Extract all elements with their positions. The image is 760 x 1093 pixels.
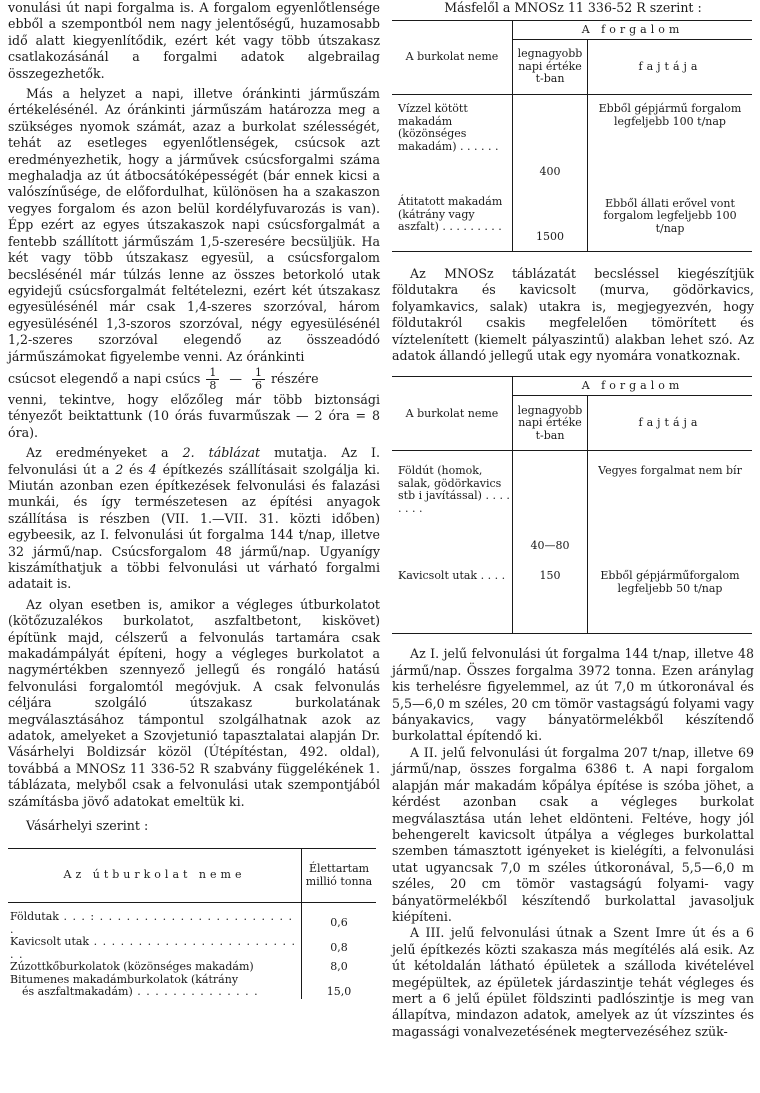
paragraph: Az I. jelű felvonulási út forgalma 144 t/nap, illetve 48 jármű/nap. Összes forgalma 3972 tonna. Ezen aránylag kis terhelésre figyelemmel, az út 7,0 m útkoronával és 5,5—6,0 m széles, 20 cm tömör vastagságú folyami vagy bányakavics, vagy bányatörmelékből készítendő burkolattal építendő ki. <box>392 646 754 744</box>
paragraph: A III. jelű felvonulási útnak a Szent Imre út és a 6 jelű építkezés közti szakasza más megítélés alá esik. Az út kétoldalán látható épületek a szálloda kivételével megépültek, az épületek járdaszintje tehát végleges és mert a 6 jelű épület földszinti padlószintje is meg van állapítva, mindazon adatok, amelyek az út vízszintes és magassági vonalvezetésének megtervezéséhez szük- <box>392 925 754 1039</box>
table-row: Vízzel kötött makadám (közönséges makadám) . . . . . . 400 Ebből gépjármű forgalom legfeljebb 100 t/nap <box>392 95 752 183</box>
table-caption: Másfelől a MNOSz 11 336-52 R szerint : <box>444 0 702 15</box>
column-header: fajtája <box>588 40 753 95</box>
paragraph: Más a helyzet a napi, illetve óránkinti járműszám értékelésénél. Az óránkinti járműszám határozza meg a szükséges nyomok számát, azaz a burkolat szélességét, tehát az esetleges egyenlőtlenségek, csúcsok azt eredményezhetik, hogy a járművek csúcsforgalmi száma meghaladja az út átbocsátóképességét (bár ennek kicsi a valószínűsége, de előfordulhat, különösen ha a szakaszon vegyes forgalom és azon belül kordélyfuvarozás is van). Épp ezért az egyes útszakaszok napi csúcsforgalmát a fentebb szállított járműszám 1,5-szeresére becsüljük. Ha két vagy több útszakasz egyesül, a csúcsforgalom becslésénél már túlzás lenne az összes betorkoló utak egyidejű csúcsforgalmát feltételezni, ezért két útszakasz egyesülésénél már csak 1,4-szeres szorzóval, három egyesülésénél 1,3-szoros szorzóval, négy egyesülésénél 1,2-szeres szorzóval elegendő az összeadódó járműszámokat figyelembe venni. Az óránkinti <box>8 86 380 364</box>
table-row: Kavicsolt utak . . . . . . . . . . . . . . . . . . . . . . . . . 0,8 <box>8 936 376 961</box>
table-row: és aszfaltmakadám) . . . . . . . . . . . . . . 15,0 <box>8 986 376 999</box>
mnosz-table <box>392 20 752 252</box>
fraction-line: csúcsot elegendő a napi csúcs $\frac{1}{8}$ — $\frac{1}{6}$ részére <box>8 365 319 392</box>
lifetime-table <box>8 848 376 999</box>
group-header: A forgalom <box>513 21 753 40</box>
column-header: A burkolat neme <box>392 377 513 451</box>
left-column <box>8 0 380 999</box>
paragraph: Az olyan esetben is, amikor a végleges útburkolatot (kötőzuzalékos burkolatot, aszfaltbetont, kiskövet) építünk majd, célszerű a felvonulás tartamára csak makadámpályát építeni, hogy a végleges burkolatot a nagymértékben szennyező jellegű és rongáló hatású felvonulási forgalomtól megóvjuk. A csak felvonulás céljára szolgáló útszakasz burkolatának megválasztásához támpontul szolgálhatnak azok az adatok, amelyeket a Szovjetunió tapasztalatai alapján Dr. Vásárhelyi Boldizsár közöl (Útépítéstan, 492. oldal), továbbá a MNOSz 11 336-52 R szabvány függelékének 1. táblázata, melyből csak a felvonulási utak szempontjából számításba jövő adatokat emeltük ki. <box>8 596 380 809</box>
paragraph: Az eredményeket a 2. táblázat mutatja. Az I. felvonulási út a 2 és 4 építkezés szállításait szolgálja ki. Miután azonban ezen építkezések felvonulási és falazási munkái, és így természetesen az építési anyagok szállítása is részben (VII. 1.—VII. 31. közti időben) egybeesik, az I. felvonulási út forgalma 144 t/nap, illetve 32 jármű/nap. Csúcsforgalom 48 jármű/nap. Ugyanígy kiszámíthatjuk a többi felvonulási ut várható forgalmi adatait is. <box>8 445 380 592</box>
table-row: Földutak . . . : . . . . . . . . . . . . . . . . . . . . . . . 0,6 <box>8 911 376 936</box>
group-header: A forgalom <box>513 377 753 396</box>
table-row: Bitumenes makadámburkolatok (kátrány <box>8 974 376 987</box>
column-header: Az útburkolat neme <box>8 849 302 903</box>
column-header: A burkolat neme <box>392 21 513 95</box>
table-row: Zúzottkőburkolatok (közönséges makadám) 8,0 <box>8 961 376 974</box>
fraction: $\frac{1}{8}$ <box>206 367 219 392</box>
column-header: legnagyobb napi értéke t-ban <box>513 40 588 95</box>
column-header: legnagyobb napi értéke t-ban <box>513 396 588 451</box>
table-row: Földút (homok, salak, gödörkavics stb i javítással) . . . . . . . . 40—80 Vegyes forgalmat nem bír <box>392 451 752 563</box>
paragraph: Az MNOSz táblázatát becsléssel kiegészítjük földutakra és kavicsolt (murva, gödörkavics, folyamkavics, salak) utakra is, megjegyezvén, hogy földutakról csakis megfelelően tömörített és víztelenített (kiemelt pályaszintű) alakban lehet szó. Az adatok állandó jellegű utak egy nyomára vonatkoznak. <box>392 266 754 364</box>
paragraph: venni, tekintve, hogy előzőleg már több biztonsági tényezőt beiktattunk (10 órás fuvarműszak — 2 óra = 8 óra). <box>8 391 380 440</box>
column-header: fajtája <box>588 396 753 451</box>
table-row: Kavicsolt utak . . . . 150 Ebből gépjárműforgalom legfeljebb 50 t/nap <box>392 562 752 634</box>
paragraph: A II. jelű felvonulási út forgalma 207 t/nap, illetve 69 jármű/nap, összes forgalma 6386 t. A napi forgalom alapján már makadám kőpálya építése is szóba jöhet, a kérdést azonban csak a végleges burkolat megválasztása után lehet eldönteni. Feltéve, hogy jól behengerelt kavicsolt útpálya a végleges burkolattal szemben támasztott igényeket is kielégíti, a felvonulási utat ugyancsak 7,0 m széles útkoronával, 5,5—6,0 m széles, 20 cm tömör vastagságú folyami- vagy bányatörmelékből készítendő burkolattal javasoljuk kiépíteni. <box>392 744 754 924</box>
right-column <box>392 0 754 1040</box>
column-header: Élettartam millió tonna <box>302 849 377 903</box>
table-caption: Vásárhelyi szerint : <box>26 818 149 834</box>
estimate-table <box>392 376 752 634</box>
fraction: $\frac{1}{6}$ <box>252 367 265 392</box>
table-row: Átitatott makadám (kátrány vagy aszfalt) . . . . . . . . . 1500 Ebből állati erővel vont forgalom legfeljebb 100 t/nap <box>392 182 752 252</box>
paragraph: vonulási út napi forgalma is. A forgalom egyenlőtlensége ebből a szempontból nem nagy jelentőségű, huzamosabb idő alatt kiegyenlítődik, ezért két vagy több útszakasz csatlakozásánál a forgalmi adatok algebrailag összegezhetők. <box>8 0 380 81</box>
